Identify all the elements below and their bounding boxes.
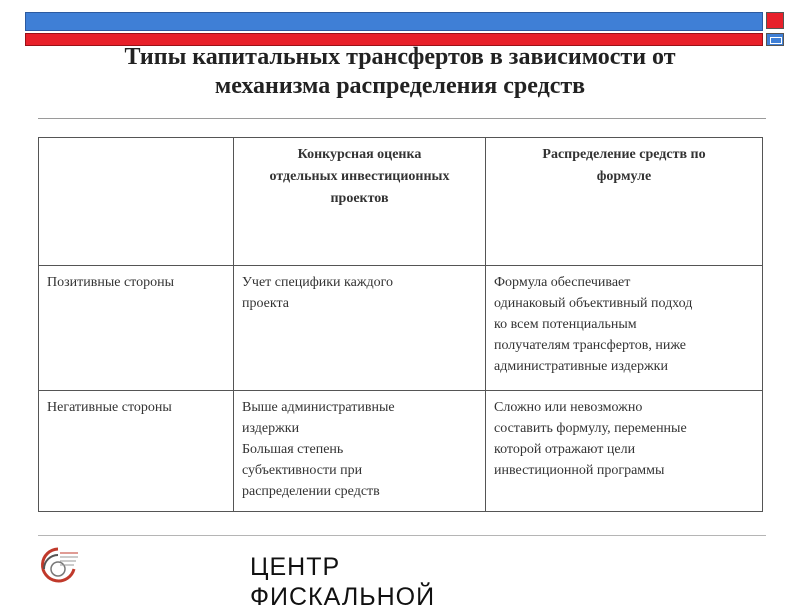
row-label-positive: Позитивные стороны (39, 266, 234, 391)
row-label-negative: Негативные стороны (39, 391, 234, 512)
comparison-table (38, 137, 763, 512)
table-header-formula (486, 138, 763, 266)
header-line: формуле (596, 169, 652, 184)
cell-line: получателям трансфертов, ниже (494, 338, 687, 353)
header-line: проектов (330, 191, 389, 206)
title-divider (38, 118, 766, 119)
footer-organization-name (250, 552, 435, 612)
cell-negative-formula (486, 391, 763, 512)
cell-line: Учет специфики каждого (242, 275, 394, 290)
corner-red-square (766, 12, 784, 29)
cell-line: административные издержки (494, 359, 668, 374)
cell-positive-competitive (234, 266, 486, 391)
cell-line: Сложно или невозможно (494, 400, 643, 415)
footer-text-line-1: ЦЕНТР (250, 553, 341, 581)
cell-line: ко всем потенциальным (494, 317, 637, 332)
table-row (39, 266, 763, 391)
header-blue-bar (25, 12, 763, 31)
footer-text-line-2: ФИСКАЛЬНОЙ (250, 583, 436, 611)
cell-line: проекта (242, 296, 289, 311)
cell-line: издержки (242, 421, 300, 436)
header-line: Распределение средств по (542, 147, 706, 162)
cell-positive-formula (486, 266, 763, 391)
cell-line: инвестиционной программы (494, 463, 665, 478)
table-header-competitive (234, 138, 486, 266)
cell-negative-competitive (234, 391, 486, 512)
table-header-empty (39, 138, 234, 266)
cell-line: Формула обеспечивает (494, 275, 631, 290)
fiscal-centre-logo-icon (38, 545, 83, 585)
cell-line: Большая степень (242, 442, 344, 457)
footer-divider (38, 535, 766, 536)
cell-line: одинаковый объективный подход (494, 296, 693, 311)
cell-line: Выше административные (242, 400, 395, 415)
cell-line: субъективности при (242, 463, 363, 478)
table-row (39, 391, 763, 512)
header-line: отдельных инвестиционных (269, 169, 450, 184)
cell-line: распределении средств (242, 484, 380, 499)
header-line: Конкурсная оценка (297, 147, 422, 162)
cell-line: составить формулу, переменные (494, 421, 687, 436)
cell-line: которой отражают цели (494, 442, 636, 457)
slide-title-line-2: механизма распределения средств (214, 73, 586, 99)
table-header-row (39, 138, 763, 266)
slide-title-line-1: Типы капитальных трансфертов в зависимости от (124, 44, 676, 70)
slide-title (60, 43, 740, 101)
corner-blue-square (766, 33, 784, 46)
